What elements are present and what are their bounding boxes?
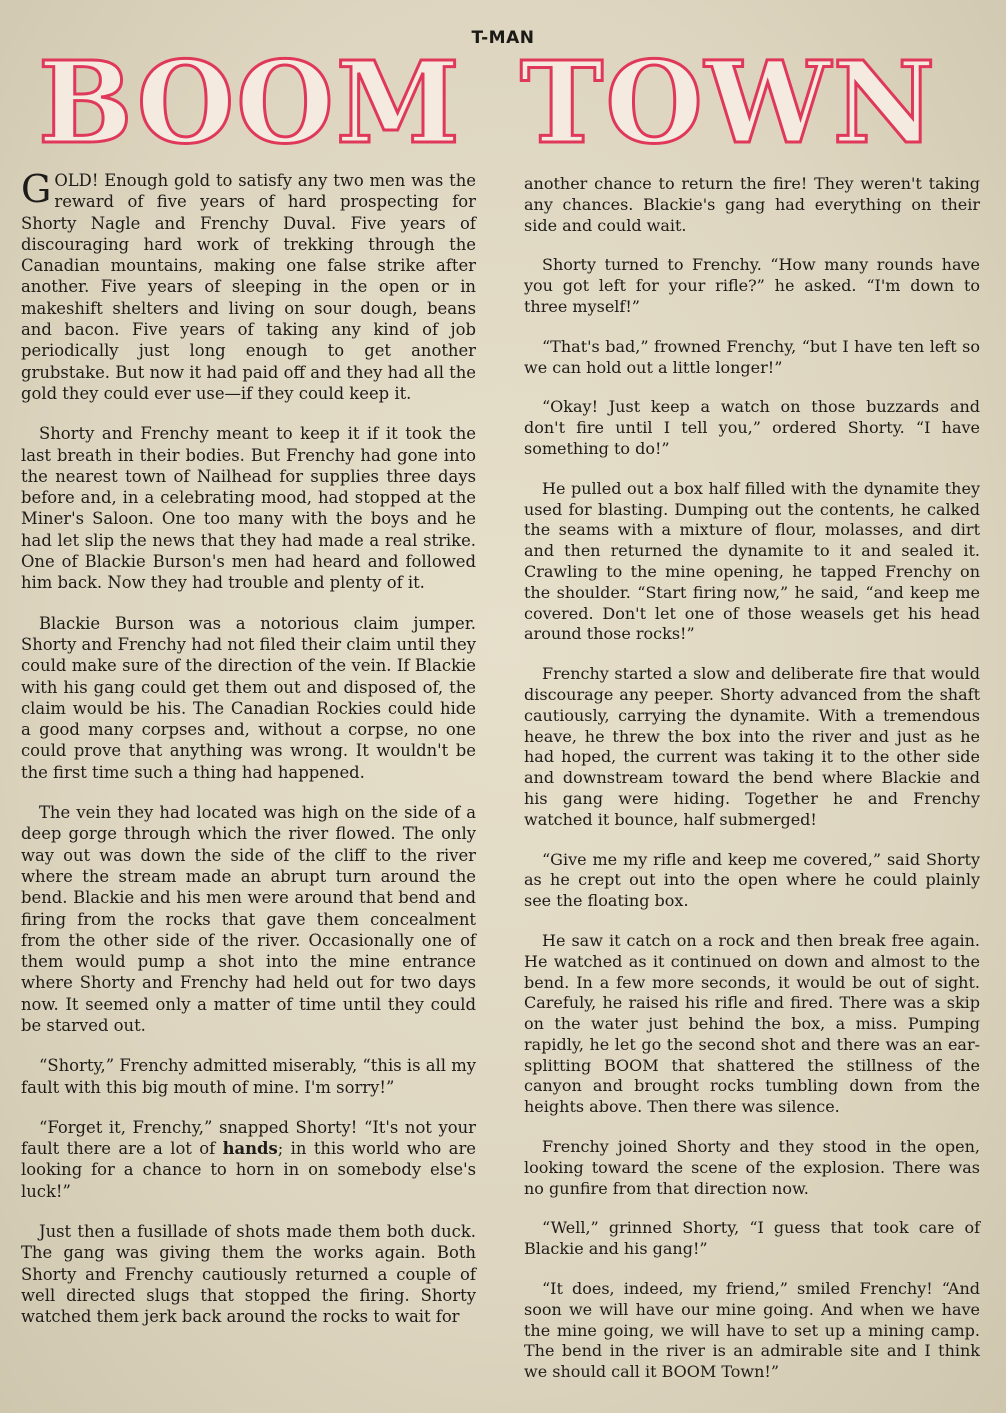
paragraph: Frenchy joined Shorty and they stood in the open, looking toward the scene of the explosion. There was no gunfire from that direction now. bbox=[524, 1137, 980, 1198]
paragraph: “Shorty,” Frenchy admitted miserably, “this is all my fault with this big mouth of mine. I'm sorry!” bbox=[21, 1056, 476, 1097]
emphasized-word: hands bbox=[222, 1139, 278, 1159]
paragraph bbox=[21, 167, 476, 404]
drop-cap-letter: G bbox=[21, 167, 52, 211]
paragraph-text: OLD! Enough gold to satisfy any two men was the reward of five years of hard prospecting for Shorty Nagle and Frenchy Duval. Five years of discouraging hard work of trekking through the Canadian mountains, making one false strike after another. Five years of sleeping in the open or in makeshift shelters and living on sour dough, beans and bacon. Five years of taking any kind of job periodically just long enough to get another grubstake. But now it had paid off and they had all the gold they could ever use—if they could keep it. bbox=[21, 171, 476, 403]
paragraph: Shorty turned to Frenchy. “How many rounds have you got left for your rifle?” he asked. “I'm down to three myself!” bbox=[524, 255, 980, 316]
paragraph: another chance to return the fire! They weren't taking any chances. Blackie's gang had everything on their side and could wait. bbox=[524, 174, 980, 235]
paragraph-text: ; in this world who are looking for a chance to horn in on somebody else's luck!” bbox=[21, 1139, 476, 1201]
paragraph: “It does, indeed, my friend,” smiled Frenchy! “And soon we will have our mine going. And when we have the mine going, we will have to set up a mining camp. The bend in the river is an admirable site and I think we should call it BOOM Town!” bbox=[524, 1279, 980, 1382]
paragraph: “Okay! Just keep a watch on those buzzards and don't fire until I tell you,” ordered Shorty. “I have something to do!” bbox=[524, 397, 980, 458]
paragraph: Frenchy started a slow and deliberate fire that would discourage any peeper. Shorty advanced from the shaft cautiously, carrying the dynamite. With a tremendous heave, he threw the box into the river and just as he had hoped, the current was taking it to the other side and downstream toward the bend where Blackie and his gang were hiding. Together he and Frenchy watched it bounce, half submerged! bbox=[524, 664, 980, 829]
paragraph: “Give me my rifle and keep me covered,” said Shorty as he crept out into the open where he could plainly see the floating box. bbox=[524, 849, 980, 911]
paragraph bbox=[21, 1117, 476, 1202]
paragraph: The vein they had located was high on the side of a deep gorge through which the river flowed. The only way out was down the side of the cliff to the river where the stream made an abrupt turn around the bend. Blackie and his men were around that bend and firing from the rocks that gave them concealment from the other side of the river. Occasionally one of them would pump a shot into the mine entrance where Shorty and Frenchy had held out for two days now. It seemed only a matter of time until they could be starved out. bbox=[21, 803, 476, 1035]
story-title-word-town: TOWN bbox=[520, 38, 938, 169]
paragraph-text: “Forget it, Frenchy,” snapped Shorty! “It's not your fault there are a lot of bbox=[21, 1117, 476, 1159]
paragraph: “That's bad,” frowned Frenchy, “but I have ten left so we can hold out a little longer!” bbox=[524, 336, 980, 377]
story-title-word-boom: BOOM bbox=[38, 38, 462, 169]
paragraph: “Well,” grinned Shorty, “I guess that took care of Blackie and his gang!” bbox=[524, 1218, 980, 1259]
paragraph: He saw it catch on a rock and then break free again. He watched as it continued on down and almost to the bend. In a few more seconds, it would be out of sight. Carefuly, he raised his rifle and fired. There was a skip on the water just behind the box, a miss. Pumping rapidly, he let go the second shot and there was an ear-splitting BOOM that shattered the stillness of the canyon and brought rocks tumbling down from the heights above. Then there was silence. bbox=[524, 930, 980, 1117]
paragraph: Shorty and Frenchy meant to keep it if it took the last breath in their bodies. But Frenchy had gone into the nearest town of Nailhead for supplies three days before and, in a celebrating mood, had stopped at the Miner's Saloon. One too many with the boys and he had let slip the news that they had made a real strike. One of Blackie Burson's men had heard and followed him back. Now they had trouble and plenty of it. bbox=[21, 424, 476, 593]
right-text-column bbox=[524, 174, 980, 1402]
paragraph: He pulled out a box half filled with the dynamite they used for blasting. Dumping out the contents, he calked the seams with a mixture of flour, molasses, and dirt and then returned the dynamite to it and sealed it. Crawling to the mine opening, he tapped Frenchy on the shoulder. “Start firing now,” he said, “and keep me covered. Don't let one of those weasels get his head around those rocks!” bbox=[524, 478, 980, 644]
left-text-column bbox=[21, 167, 476, 1347]
series-label: T-MAN bbox=[471, 28, 535, 48]
paragraph: Blackie Burson was a notorious claim jumper. Shorty and Frenchy had not filed their claim until they could make sure of the direction of the vein. If Blackie with his gang could get them out and disposed of, the claim would be his. The Canadian Rockies could hide a good many corpses and, without a corpse, no one could prove that anything was wrong. It wouldn't be the first time such a thing had happened. bbox=[21, 613, 476, 782]
paragraph: Just then a fusillade of shots made them both duck. The gang was giving them the works again. Both Shorty and Frenchy cautiously returned a couple of well directed slugs that stopped the firing. Shorty watched them jerk back around the rocks to wait for bbox=[21, 1222, 476, 1327]
